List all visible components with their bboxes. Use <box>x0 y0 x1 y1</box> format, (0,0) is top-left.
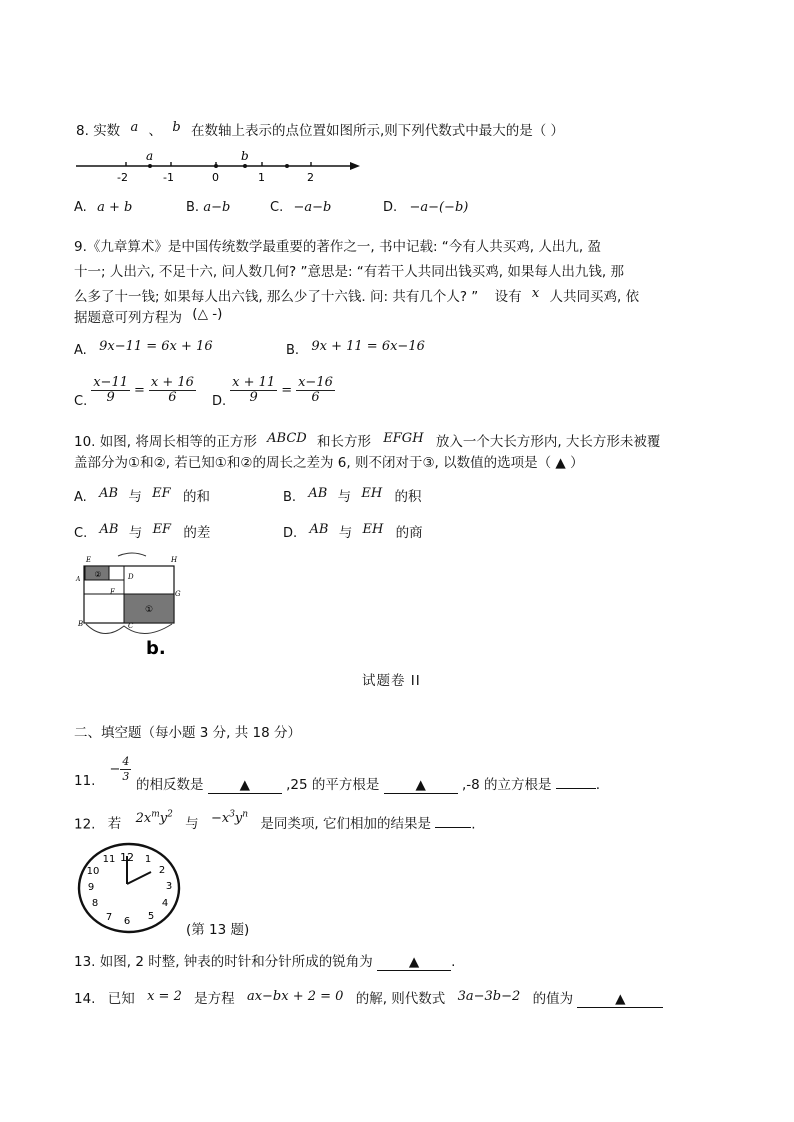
label-B: B <box>78 620 84 628</box>
fraction-numerator: 4 <box>122 754 130 768</box>
q8-option-d[interactable] <box>383 199 468 215</box>
clock-number: 7 <box>105 912 113 923</box>
q9-line-4-text: 据题意可列方程为 <box>74 310 182 326</box>
q9-option-b[interactable] <box>286 339 425 358</box>
option-term: EF <box>152 486 171 501</box>
q10-efgh: EFGH <box>383 431 424 446</box>
equals-sign: = <box>281 383 293 398</box>
clock-number: 12 <box>120 851 134 864</box>
q11-end: . <box>595 777 601 793</box>
option-letter: C. <box>270 200 284 215</box>
q10-text-post: 放入一个大长方形内, 大长方形未被覆 <box>435 434 661 450</box>
q14-condition: x = 2 <box>147 989 182 1004</box>
q14-blank[interactable] <box>577 991 663 1008</box>
option-term: AB <box>99 486 119 501</box>
q8-option-b[interactable] <box>186 199 230 215</box>
q12 <box>74 810 476 832</box>
clock-number: 9 <box>87 882 95 893</box>
option-term: EH <box>361 486 383 501</box>
option-letter: A. <box>74 343 87 358</box>
q11 <box>74 749 131 789</box>
q10-abcd: ABCD <box>267 431 307 446</box>
q9-line-3-text: 么多了十一钱; 如果每人出六钱, 那么少了十六钱. 问: 共有几个人? ” <box>74 289 479 305</box>
option-letter: B. <box>186 200 200 215</box>
clock-number: 11 <box>102 854 116 865</box>
q14-equation: ax−bx + 2 = 0 <box>246 989 344 1004</box>
q8-number: 8. <box>76 123 89 139</box>
q9-line-4 <box>74 306 222 326</box>
label-G: G <box>175 590 181 598</box>
q11-minus: − <box>109 761 121 777</box>
label-C: C <box>128 622 134 630</box>
q11-text-2: ,25 的平方根是 <box>286 777 380 793</box>
q13-text: 13. 如图, 2 时整, 钟表的时针和分针所成的锐角为 <box>74 954 373 970</box>
label-circled-2: ② <box>94 570 102 579</box>
q8-var-b: b <box>172 120 181 135</box>
option-expr: a + b <box>97 200 133 215</box>
triangle-marker: ▲ <box>408 954 420 970</box>
q12-text-post: 是同类项, 它们相加的结果是 <box>260 816 431 833</box>
label-b-handwritten: b. <box>146 638 166 659</box>
option-term: EH <box>362 522 384 537</box>
label-E: E <box>86 556 92 564</box>
q11-blank-1[interactable] <box>208 777 282 794</box>
label-D: D <box>128 573 134 581</box>
point-b-dot <box>243 164 247 168</box>
option-term: AB <box>99 522 119 537</box>
q9-option-d[interactable] <box>212 372 335 409</box>
q9-option-a[interactable] <box>74 339 213 358</box>
fraction <box>296 376 335 405</box>
point-a-label: a <box>146 149 154 163</box>
option-expr: a−b <box>203 200 231 215</box>
fraction-denominator: 3 <box>122 769 130 783</box>
option-expr: −a−b <box>293 200 332 215</box>
q8-var-a: a <box>130 120 139 135</box>
option-yu: 与 <box>337 489 352 505</box>
clock-number: 3 <box>165 881 173 892</box>
option-letter: D. <box>283 526 298 541</box>
q9-var-x: x <box>531 286 540 301</box>
q10-line-2: 盖部分为①和②, 若已知①和②的周长之差为 6, 则不闭对于③, 以数值的选项是（ ▲ ） <box>74 455 584 471</box>
q8-option-c[interactable] <box>270 199 331 215</box>
fraction-denominator: 9 <box>106 390 115 405</box>
clock-number: 8 <box>91 898 99 909</box>
point-a-dot <box>148 164 152 168</box>
q12-ruo: 若 <box>107 816 122 833</box>
clock-number: 10 <box>86 866 100 877</box>
option-letter: B. <box>283 490 297 505</box>
q12-term-2: $-x^3y^n$ <box>210 810 249 827</box>
q10-figure <box>74 550 186 660</box>
q9-line-1: 9.《九章算术》是中国传统数学最重要的著作之一, 书中记载: “今有人共买鸡, 人出九, 盈 <box>74 239 601 255</box>
q9-answer-paren: (△ -) <box>192 306 223 322</box>
point-b-label: b <box>241 149 249 163</box>
clock-number: 4 <box>161 898 169 909</box>
q11-text-1: 的相反数是 <box>136 777 204 793</box>
q11-number: 11. <box>74 773 96 789</box>
fraction-numerator: x−16 <box>298 375 333 390</box>
q10-text-pre: 10. 如图, 将周长相等的正方形 <box>74 434 257 450</box>
tick-label: 1 <box>258 171 265 184</box>
q14 <box>74 987 663 1008</box>
point-extra-dot <box>285 164 289 168</box>
fraction <box>149 376 196 405</box>
fraction-denominator: 6 <box>168 390 177 405</box>
option-word: 的和 <box>182 489 210 505</box>
option-word: 的积 <box>394 489 422 505</box>
q11-blank-3[interactable] <box>556 788 596 789</box>
option-letter: D. <box>383 200 398 215</box>
q13-end: . <box>451 954 456 970</box>
q11-fraction <box>120 755 131 784</box>
q12-term-1: $2x^my^2$ <box>135 810 173 827</box>
q12-end: . <box>471 816 476 833</box>
q9-line-3 <box>74 285 639 305</box>
q10-option-d[interactable] <box>283 521 423 541</box>
option-letter: A. <box>74 490 87 505</box>
label-H: H <box>171 556 178 564</box>
q9-tail-pre: 设有 <box>494 289 522 305</box>
tick-label: -1 <box>163 171 174 184</box>
q14-expression: 3a−3b−2 <box>457 989 521 1004</box>
hour-hand <box>127 872 151 884</box>
clock-number: 2 <box>158 865 166 876</box>
q8-stem <box>76 119 564 139</box>
tick-label: 2 <box>307 171 314 184</box>
option-expr: 9x + 11 = 6x−16 <box>311 339 425 354</box>
option-letter: B. <box>286 343 300 358</box>
q9-line-2: 十一; 人出六, 不足十六, 问人数几何? ”意思是: “有若干人共同出钱买鸡, 如果每人出九钱, 那 <box>74 264 624 280</box>
clock-number: 5 <box>147 911 155 922</box>
label-circled-1: ① <box>144 605 154 615</box>
q11-text-3: ,-8 的立方根是 <box>461 777 552 793</box>
fraction-numerator: x−11 <box>93 375 128 390</box>
triangle-marker: ▲ <box>239 777 250 793</box>
tick-label: 0 <box>212 171 219 184</box>
q11-blank-2[interactable] <box>384 777 458 794</box>
option-letter: A. <box>74 200 87 215</box>
option-letter: C. <box>74 394 88 409</box>
fraction-numerator: x + 11 <box>232 375 276 390</box>
option-term: AB <box>308 486 328 501</box>
option-yu: 与 <box>128 489 142 505</box>
q12-blank[interactable] <box>435 827 471 828</box>
triangle-marker: ▲ <box>415 777 426 793</box>
equals-sign: = <box>134 383 145 398</box>
q14-yizhi: 已知 <box>107 991 135 1007</box>
q14-shi: 是方程 <box>194 991 235 1007</box>
q8-text-post: 在数轴上表示的点位置如图所示,则下列代数式中最大的是（ ） <box>190 123 565 139</box>
clock-caption: (第 13 题) <box>186 922 250 938</box>
q10-line-1 <box>74 430 660 450</box>
q11-text <box>136 773 600 794</box>
fraction-denominator: 9 <box>249 390 258 405</box>
q13-blank[interactable] <box>377 954 451 971</box>
option-yu: 与 <box>128 525 143 541</box>
clock-number: 6 <box>123 916 131 927</box>
fraction <box>230 376 277 405</box>
option-letter: D. <box>212 394 227 409</box>
q12-number: 12. <box>74 816 96 833</box>
label-A: A <box>76 576 81 583</box>
point-zero-dot <box>214 164 218 168</box>
clock-figure <box>77 844 187 936</box>
q10-option-a[interactable] <box>74 485 210 505</box>
q13 <box>74 950 455 971</box>
section-2-heading: 二、填空题（每小题 3 分, 共 18 分） <box>74 725 302 741</box>
q10-option-b[interactable] <box>283 485 422 505</box>
fraction <box>91 376 130 405</box>
clock-number: 1 <box>144 854 152 865</box>
fraction-denominator: 6 <box>311 390 320 405</box>
label-F: F <box>110 588 115 596</box>
triangle-marker: ▲ <box>615 991 626 1007</box>
q8-text-pre: 实数 <box>93 123 121 139</box>
q14-text-mid: 的解, 则代数式 <box>355 991 446 1007</box>
q10-text-mid: 和长方形 <box>317 434 371 450</box>
option-expr: 9x−11 = 6x + 16 <box>99 339 213 354</box>
tick-label: -2 <box>117 171 128 184</box>
q14-number: 14. <box>74 991 96 1007</box>
q10-option-c[interactable] <box>74 521 210 541</box>
q8-sep: 、 <box>148 123 163 139</box>
number-line <box>74 148 364 188</box>
option-term: AB <box>309 522 329 537</box>
option-letter: C. <box>74 526 88 541</box>
option-yu: 与 <box>338 525 353 541</box>
q8-option-a[interactable] <box>74 199 132 215</box>
q14-zhi: 的值为 <box>532 991 574 1007</box>
option-word: 的差 <box>183 525 211 541</box>
fraction-numerator: x + 16 <box>150 375 194 390</box>
q12-yu: 与 <box>185 816 199 833</box>
option-term: EF <box>152 522 172 537</box>
q9-option-c[interactable] <box>74 372 196 409</box>
q9-tail-post: 人共同买鸡, 依 <box>549 289 640 305</box>
option-expr: −a−(−b) <box>409 200 469 215</box>
section-title: 试题卷 II <box>362 673 421 689</box>
option-word: 的商 <box>395 525 423 541</box>
